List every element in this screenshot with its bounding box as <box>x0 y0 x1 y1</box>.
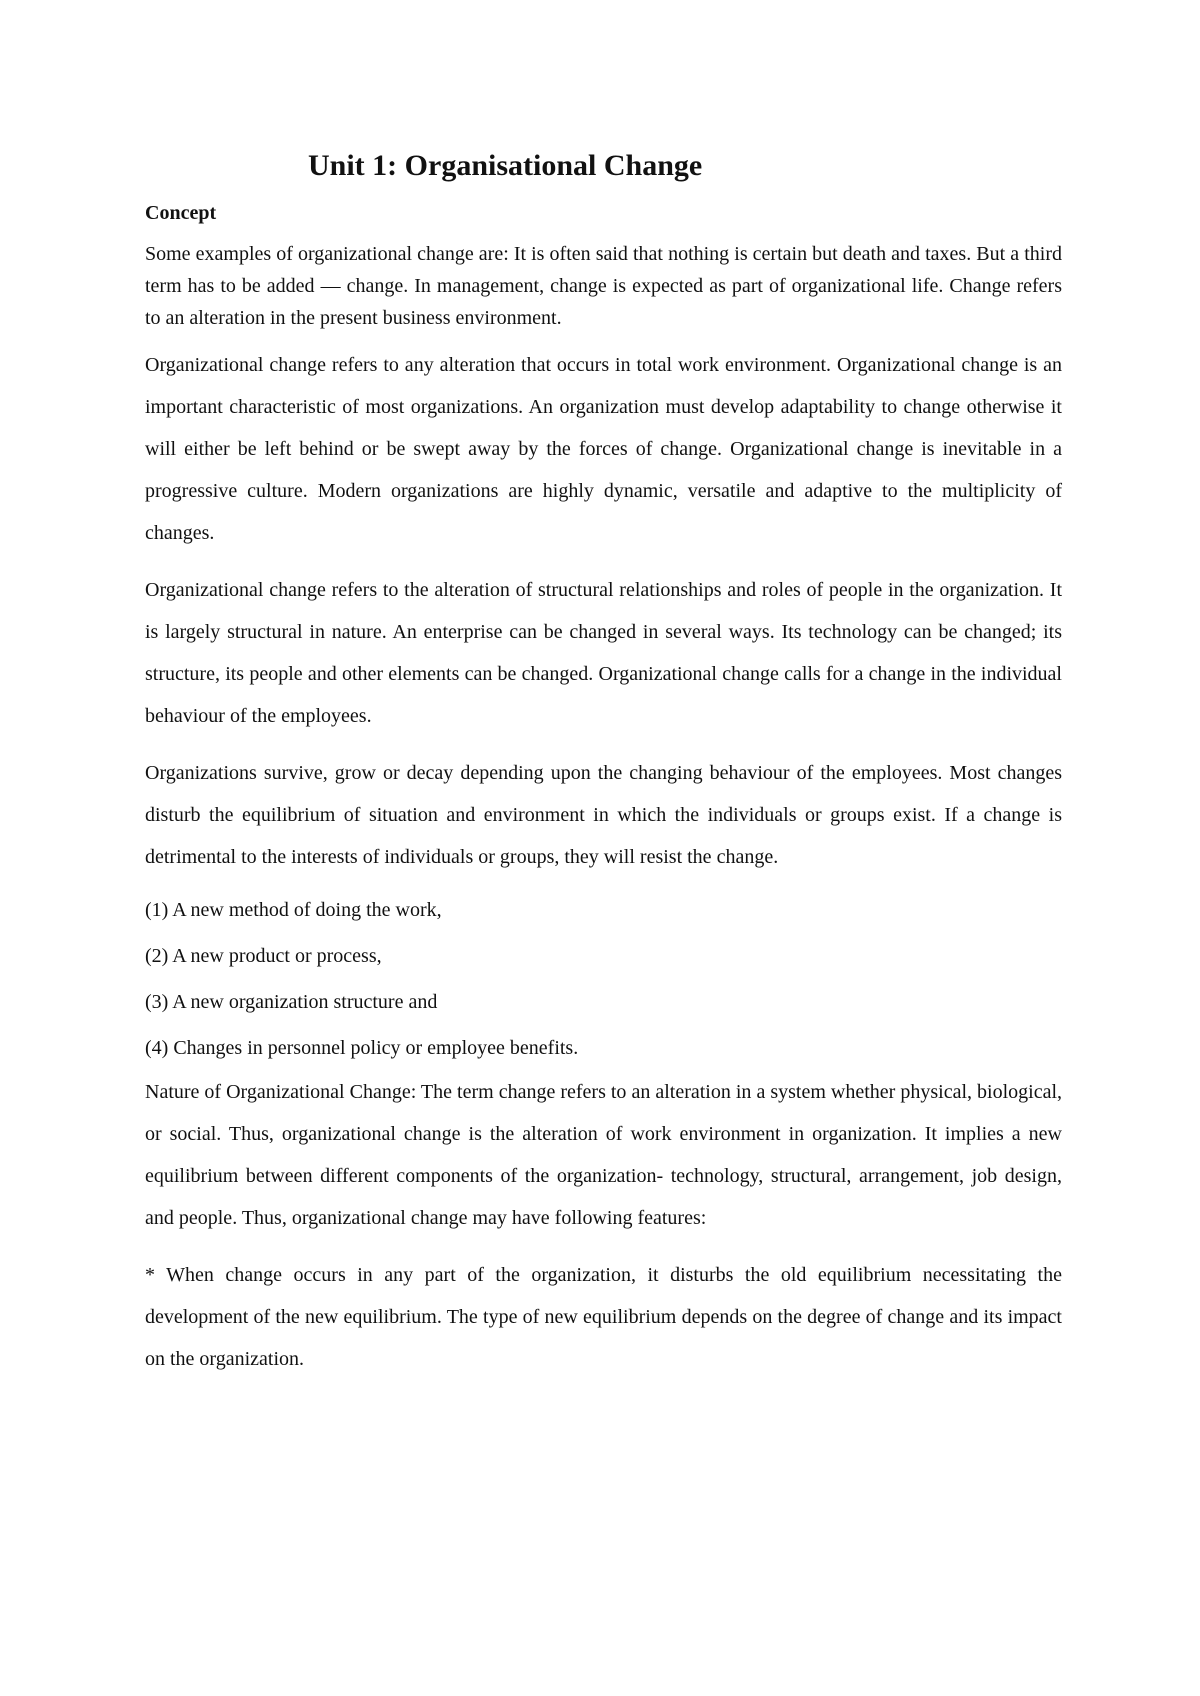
page-title: Unit 1: Organisational Change <box>308 149 703 182</box>
paragraph-survival: Organizations survive, grow or decay depending upon the changing behaviour of the employees. Most changes disturb the equilibrium of situation and environment in which the individuals or groups exist. If a change is detrimental to the interests of individuals or groups, they will resist the change. <box>145 762 1062 868</box>
paragraph-intro: Some examples of organizational change are: It is often said that nothing is certain but death and taxes. But a third term has to be added — change. In management, change is expected as part of organizational life. Change refers to an alteration in the present business environment. <box>145 243 1062 329</box>
section-heading-concept: Concept <box>145 202 217 224</box>
paragraph-nature: Nature of Organizational Change: The term change refers to an alteration in a system whether physical, biological, or social. Thus, organizational change is the alteration of work environment in organization. It implies a new equilibrium between different components of the organization- technology, structural, arrangement, job design, and people. Thus, organizational change may have following features: <box>145 1081 1062 1229</box>
list-item: (4) Changes in personnel policy or employee benefits. <box>145 1037 579 1059</box>
paragraph-bullet: * When change occurs in any part of the organization, it disturbs the old equilibrium necessitating the development of the new equilibrium. The type of new equilibrium depends on the degree of change and its impact on the organization. <box>145 1264 1062 1370</box>
list-item: (1) A new method of doing the work, <box>145 899 442 921</box>
list-item: (2) A new product or process, <box>145 945 382 967</box>
list-item: (3) A new organization structure and <box>145 991 438 1013</box>
paragraph-definition: Organizational change refers to any alteration that occurs in total work environment. Organizational change is an important characteristic of most organizations. An organization must develop adaptability to change otherwise it will either be left behind or be swept away by the forces of change. Organizational change is inevitable in a progressive culture. Modern organizations are highly dynamic, versatile and adaptive to the multiplicity of changes. <box>145 354 1062 544</box>
paragraph-structural: Organizational change refers to the alteration of structural relationships and roles of people in the organization. It is largely structural in nature. An enterprise can be changed in several ways. Its technology can be changed; its structure, its people and other elements can be changed. Organizational change calls for a change in the individual behaviour of the employees. <box>145 579 1062 727</box>
document-body <box>145 146 1062 1380</box>
